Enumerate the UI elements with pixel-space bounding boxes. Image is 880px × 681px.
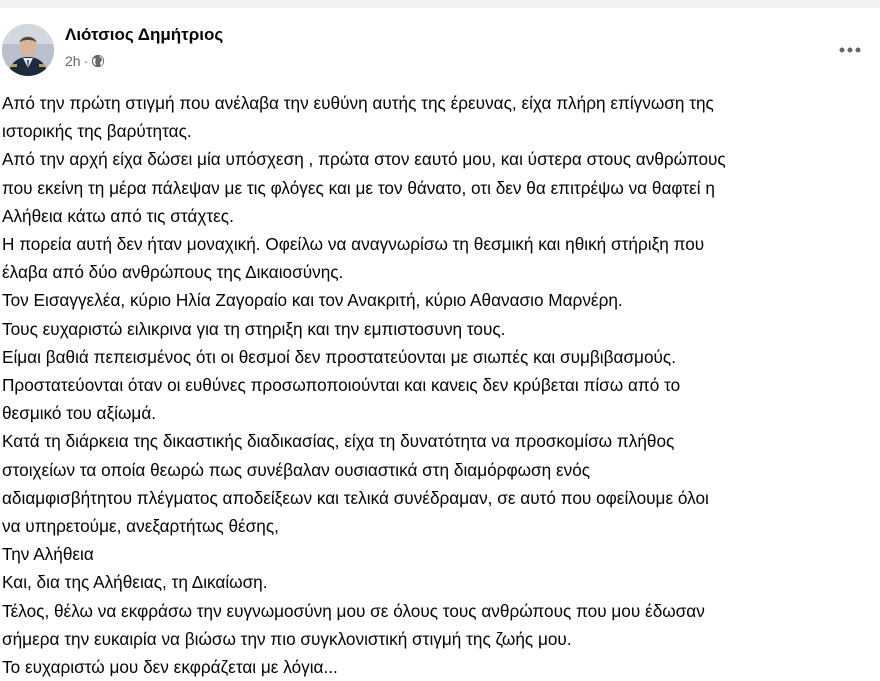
- post-text-line: που εκείνη τη μέρα πάλεψαν με τις φλόγες και με τον θάνατο, οτι δεν θα επιτρέψω να θαφτεί η: [2, 177, 715, 198]
- post-text-line: θεσμικό του αξίωμά.: [2, 403, 157, 424]
- post-text-line: ιστορικής της βαρύτητας.: [2, 121, 192, 142]
- post-text-line: Τον Εισαγγελέα, κύριο Ηλία Ζαγοραίο και τον Ανακριτή, κύριο Αθανασιο Μαρνέρη.: [2, 290, 623, 311]
- post-card: [0, 8, 880, 678]
- post-text-line: Τέλος, θέλω να εκφράσω την ευγνωμοσύνη μου σε όλους τους ανθρώπους που μου έδωσαν: [2, 600, 705, 621]
- post-text-line: να υπηρετούμε, ανεξαρτήτως θέσης,: [2, 516, 279, 537]
- post-text-line: αδιαμφισβήτητου πλέγματος αποδείξεων και τελικά συνέδραμαν, σε αυτό που οφείλουμε όλοι: [2, 487, 709, 508]
- post-text-line: Αλήθεια κάτω από τις στάχτες.: [2, 205, 234, 226]
- avatar-photo: [2, 24, 54, 76]
- post-text-line: Από την αρχή είχα δώσει μία υπόσχεση , πρώτα στον εαυτό μου, και ύστερα στους ανθρώπους: [2, 149, 726, 170]
- meta-separator: ·: [83, 53, 89, 69]
- post-text: [2, 89, 874, 681]
- post-text-line: Τους ευχαριστώ ειλικρινα για τη στηριξη και την εμπιστοσυνη τους.: [2, 318, 506, 339]
- post-text-line: Η πορεία αυτή δεν ήταν μοναχική. Οφείλω να αναγνωρίσω τη θεσμική και ηθική στήριξη που: [2, 234, 705, 255]
- post-text-line: Προστατεύονται όταν οι ευθύνες προσωποποιούνται και κανεις δεν κρύβεται πίσω από το: [2, 375, 681, 396]
- author-name[interactable]: Λιότσιος Δημήτριος: [65, 25, 224, 44]
- avatar[interactable]: [2, 24, 54, 76]
- post-text-line: Το ευχαριστώ μου δεν εκφράζεται με λόγια...: [2, 657, 338, 678]
- post-text-line: Από την πρώτη στιγμή που ανέλαβα την ευθύνη αυτής της έρευνας, είχα πλήρη επίγνωση της: [2, 93, 714, 113]
- post-text-line: σήμερα την ευκαιρία να βιώσω την πιο συγκλονιστική στιγμή της ζωής μου.: [2, 628, 572, 649]
- post-text-line: στοιχείων τα οποία θεωρώ πως συνέβαλαν ουσιαστικά στη διαμόρφωση ενός: [2, 459, 591, 480]
- post-timestamp[interactable]: 2h: [65, 53, 81, 69]
- post-text-line: Και, δια της Αλήθειας, τη Δικαίωση.: [2, 572, 268, 593]
- more-options-icon[interactable]: [832, 36, 868, 64]
- post-text-line: Είμαι βαθιά πεπεισμένος ότι οι θεσμοί δεν προστατεύονται με σιωπές και συμβιβασμούς.: [2, 346, 676, 367]
- globe-icon[interactable]: [91, 54, 105, 68]
- post-text-line: Κατά τη διάρκεια της δικαστικής διαδικασίας, είχα τη δυνατότητα να προσκομίσω πλήθος: [2, 431, 675, 452]
- post-text-line: Την Αλήθεια: [2, 544, 94, 565]
- feed-background-strip: [0, 0, 880, 8]
- post-meta: [65, 53, 105, 69]
- post-text-line: έλαβα από δύο ανθρώπους της Δικαιοσύνης.: [2, 262, 344, 283]
